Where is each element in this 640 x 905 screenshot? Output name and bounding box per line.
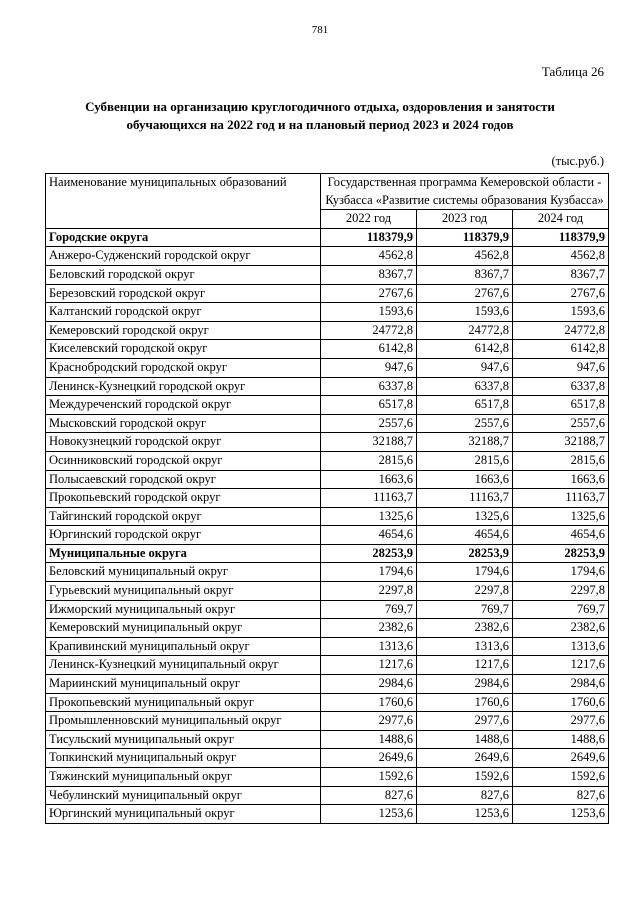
value-2022: 6517,8 <box>321 396 417 415</box>
value-2024: 118379,9 <box>513 228 609 247</box>
municipality-name: Кемеровский муниципальный округ <box>46 619 321 638</box>
table-body <box>46 228 609 823</box>
value-2024: 4654,6 <box>513 526 609 545</box>
header-year-2022: 2022 год <box>321 210 417 229</box>
value-2024: 4562,8 <box>513 247 609 266</box>
value-2023: 1794,6 <box>417 563 513 582</box>
value-2023: 1217,6 <box>417 656 513 675</box>
municipality-name: Городские округа <box>46 228 321 247</box>
table-row <box>46 693 609 712</box>
value-2024: 2297,8 <box>513 582 609 601</box>
table-row <box>46 358 609 377</box>
value-2022: 2815,6 <box>321 451 417 470</box>
value-2024: 24772,8 <box>513 321 609 340</box>
municipality-name: Мысковский городской округ <box>46 414 321 433</box>
value-2022: 11163,7 <box>321 489 417 508</box>
municipality-name: Ленинск-Кузнецкий муниципальный округ <box>46 656 321 675</box>
value-2023: 11163,7 <box>417 489 513 508</box>
value-2022: 4562,8 <box>321 247 417 266</box>
header-year-2024: 2024 год <box>513 210 609 229</box>
value-2024: 6517,8 <box>513 396 609 415</box>
table-row <box>46 712 609 731</box>
value-2022: 2382,6 <box>321 619 417 638</box>
municipality-name: Киселевский городской округ <box>46 340 321 359</box>
value-2023: 2557,6 <box>417 414 513 433</box>
table-row <box>46 433 609 452</box>
municipality-name: Беловский муниципальный округ <box>46 563 321 582</box>
document-title-line-2: обучающихся на 2022 год и на плановый период 2023 и 2024 годов <box>126 117 514 132</box>
value-2024: 769,7 <box>513 600 609 619</box>
municipality-name: Прокопьевский городской округ <box>46 489 321 508</box>
value-2022: 769,7 <box>321 600 417 619</box>
table-header <box>46 174 609 229</box>
value-2024: 827,6 <box>513 786 609 805</box>
table-label: Таблица 26 <box>541 64 604 79</box>
table-row <box>46 284 609 303</box>
value-2022: 24772,8 <box>321 321 417 340</box>
header-row-top <box>46 174 609 210</box>
value-2023: 32188,7 <box>417 433 513 452</box>
value-2023: 2977,6 <box>417 712 513 731</box>
value-2024: 1488,6 <box>513 730 609 749</box>
value-2024: 947,6 <box>513 358 609 377</box>
page-number: 781 <box>311 24 329 36</box>
value-2024: 2767,6 <box>513 284 609 303</box>
value-2023: 2767,6 <box>417 284 513 303</box>
document-title <box>50 98 590 134</box>
value-2024: 28253,9 <box>513 544 609 563</box>
value-2022: 4654,6 <box>321 526 417 545</box>
value-2023: 2815,6 <box>417 451 513 470</box>
table-row <box>46 321 609 340</box>
municipality-name: Междуреченский городской округ <box>46 396 321 415</box>
table-row <box>46 470 609 489</box>
value-2023: 1253,6 <box>417 805 513 824</box>
value-2023: 2984,6 <box>417 675 513 694</box>
value-2023: 6337,8 <box>417 377 513 396</box>
table-group-row <box>46 228 609 247</box>
value-2022: 1593,6 <box>321 303 417 322</box>
municipality-name: Тяжинский муниципальный округ <box>46 768 321 787</box>
value-2023: 6517,8 <box>417 396 513 415</box>
value-2024: 1313,6 <box>513 637 609 656</box>
table-row <box>46 265 609 284</box>
value-2024: 1663,6 <box>513 470 609 489</box>
header-name-column: Наименование муниципальных образований <box>46 174 321 229</box>
municipality-name: Тайгинский городской округ <box>46 507 321 526</box>
subsidy-table <box>45 173 609 824</box>
table-row <box>46 805 609 824</box>
value-2024: 1217,6 <box>513 656 609 675</box>
table-row <box>46 303 609 322</box>
value-2023: 1488,6 <box>417 730 513 749</box>
table-row <box>46 600 609 619</box>
municipality-name: Юргинский городской округ <box>46 526 321 545</box>
municipality-name: Краснобродский городской округ <box>46 358 321 377</box>
municipality-name: Полысаевский городской округ <box>46 470 321 489</box>
value-2022: 2984,6 <box>321 675 417 694</box>
value-2023: 1593,6 <box>417 303 513 322</box>
value-2022: 1488,6 <box>321 730 417 749</box>
value-2022: 8367,7 <box>321 265 417 284</box>
value-2022: 6142,8 <box>321 340 417 359</box>
table-row <box>46 377 609 396</box>
table-group-row <box>46 544 609 563</box>
table-row <box>46 396 609 415</box>
value-2022: 32188,7 <box>321 433 417 452</box>
value-2022: 827,6 <box>321 786 417 805</box>
value-2022: 2557,6 <box>321 414 417 433</box>
municipality-name: Ленинск-Кузнецкий городской округ <box>46 377 321 396</box>
municipality-name: Осинниковский городской округ <box>46 451 321 470</box>
value-2022: 1217,6 <box>321 656 417 675</box>
municipality-name: Мариинский муниципальный округ <box>46 675 321 694</box>
value-2024: 2649,6 <box>513 749 609 768</box>
value-2023: 118379,9 <box>417 228 513 247</box>
table-row <box>46 637 609 656</box>
value-2022: 1253,6 <box>321 805 417 824</box>
value-2023: 1313,6 <box>417 637 513 656</box>
municipality-name: Гурьевский муниципальный округ <box>46 582 321 601</box>
value-2024: 2977,6 <box>513 712 609 731</box>
table-row <box>46 786 609 805</box>
municipality-name: Промышленновский муниципальный округ <box>46 712 321 731</box>
table-row <box>46 582 609 601</box>
value-2023: 1592,6 <box>417 768 513 787</box>
municipality-name: Тисульский муниципальный округ <box>46 730 321 749</box>
value-2023: 24772,8 <box>417 321 513 340</box>
header-program: Государственная программа Кемеровской области - Кузбасса «Развитие системы образования Кузбасса» <box>321 174 609 210</box>
table-row <box>46 768 609 787</box>
municipality-name: Калтанский городской округ <box>46 303 321 322</box>
value-2024: 2815,6 <box>513 451 609 470</box>
value-2024: 2984,6 <box>513 675 609 694</box>
value-2023: 2382,6 <box>417 619 513 638</box>
value-2022: 118379,9 <box>321 228 417 247</box>
municipality-name: Новокузнецкий городской округ <box>46 433 321 452</box>
units-note: (тыс.руб.) <box>551 154 604 168</box>
table-row <box>46 247 609 266</box>
table-row <box>46 340 609 359</box>
value-2024: 1592,6 <box>513 768 609 787</box>
value-2023: 769,7 <box>417 600 513 619</box>
value-2024: 32188,7 <box>513 433 609 452</box>
value-2023: 947,6 <box>417 358 513 377</box>
municipality-name: Юргинский муниципальный округ <box>46 805 321 824</box>
table-row <box>46 730 609 749</box>
municipality-name: Ижморский муниципальный округ <box>46 600 321 619</box>
municipality-name: Муниципальные округа <box>46 544 321 563</box>
municipality-name: Прокопьевский муниципальный округ <box>46 693 321 712</box>
value-2023: 2297,8 <box>417 582 513 601</box>
table-row <box>46 749 609 768</box>
table-row <box>46 619 609 638</box>
value-2022: 1760,6 <box>321 693 417 712</box>
value-2024: 1760,6 <box>513 693 609 712</box>
value-2023: 6142,8 <box>417 340 513 359</box>
value-2022: 1325,6 <box>321 507 417 526</box>
value-2024: 1593,6 <box>513 303 609 322</box>
value-2024: 2382,6 <box>513 619 609 638</box>
value-2024: 6337,8 <box>513 377 609 396</box>
value-2023: 2649,6 <box>417 749 513 768</box>
value-2024: 1253,6 <box>513 805 609 824</box>
table-row <box>46 451 609 470</box>
value-2024: 6142,8 <box>513 340 609 359</box>
table-row <box>46 526 609 545</box>
value-2022: 6337,8 <box>321 377 417 396</box>
value-2022: 28253,9 <box>321 544 417 563</box>
value-2023: 1760,6 <box>417 693 513 712</box>
value-2023: 1663,6 <box>417 470 513 489</box>
table-row <box>46 656 609 675</box>
value-2024: 1794,6 <box>513 563 609 582</box>
value-2023: 4654,6 <box>417 526 513 545</box>
value-2023: 8367,7 <box>417 265 513 284</box>
value-2022: 1794,6 <box>321 563 417 582</box>
value-2023: 4562,8 <box>417 247 513 266</box>
municipality-name: Беловский городской округ <box>46 265 321 284</box>
table-row <box>46 675 609 694</box>
value-2024: 11163,7 <box>513 489 609 508</box>
value-2022: 2297,8 <box>321 582 417 601</box>
value-2022: 1313,6 <box>321 637 417 656</box>
value-2022: 947,6 <box>321 358 417 377</box>
municipality-name: Березовский городской округ <box>46 284 321 303</box>
value-2023: 1325,6 <box>417 507 513 526</box>
municipality-name: Кемеровский городской округ <box>46 321 321 340</box>
table-row <box>46 414 609 433</box>
table-row <box>46 489 609 508</box>
municipality-name: Топкинский муниципальный округ <box>46 749 321 768</box>
value-2022: 2767,6 <box>321 284 417 303</box>
value-2022: 2977,6 <box>321 712 417 731</box>
value-2023: 827,6 <box>417 786 513 805</box>
document-title-line-1: Субвенции на организацию круглогодичного отдыха, оздоровления и занятости <box>85 99 555 114</box>
header-year-2023: 2023 год <box>417 210 513 229</box>
municipality-name: Крапивинский муниципальный округ <box>46 637 321 656</box>
table-row <box>46 563 609 582</box>
value-2022: 2649,6 <box>321 749 417 768</box>
value-2024: 1325,6 <box>513 507 609 526</box>
value-2024: 8367,7 <box>513 265 609 284</box>
municipality-name: Анжеро-Судженский городской округ <box>46 247 321 266</box>
value-2023: 28253,9 <box>417 544 513 563</box>
value-2022: 1592,6 <box>321 768 417 787</box>
value-2022: 1663,6 <box>321 470 417 489</box>
table-row <box>46 507 609 526</box>
municipality-name: Чебулинский муниципальный округ <box>46 786 321 805</box>
value-2024: 2557,6 <box>513 414 609 433</box>
